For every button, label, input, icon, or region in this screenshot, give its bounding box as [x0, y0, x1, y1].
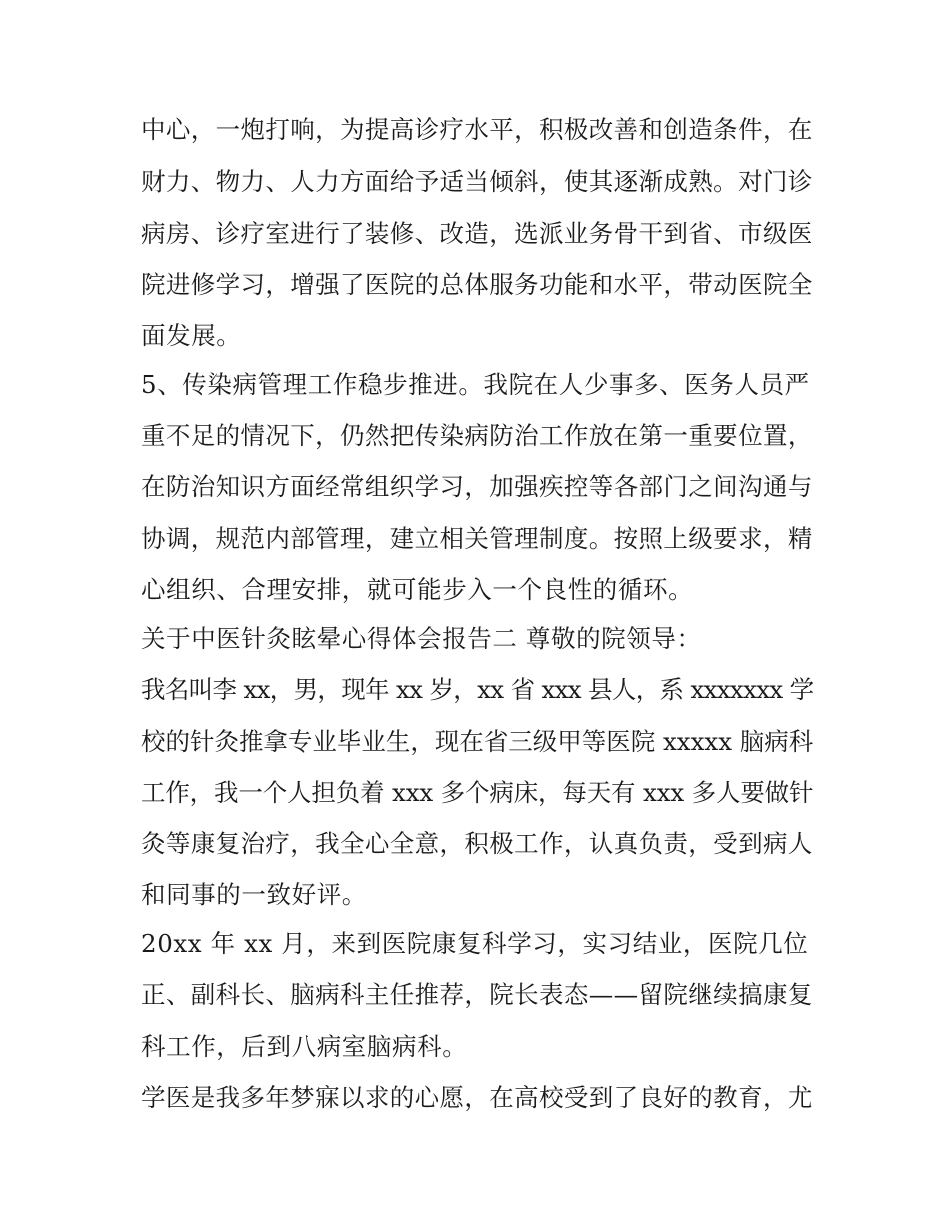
paragraph-line: 正、副科长、脑病科主任推荐，院长表态——留院继续搞康复 [141, 980, 813, 1009]
paragraph-line: 心组织、合理安排，就可能步入一个良性的循环。 [141, 575, 694, 604]
paragraph-line: 我名叫李 xx，男，现年 xx 岁，xx 省 xxx 县人，系 xxxxxxx 学 [141, 675, 814, 704]
paragraph-line: 灸等康复治疗，我全心全意，积极工作，认真负责，受到病人 [141, 829, 813, 858]
paragraph-line: 中心，一炮打响，为提高诊疗水平，积极改善和创造条件，在 [141, 115, 813, 144]
paragraph-line: 20xx 年 xx 月，来到医院康复科学习，实习结业，医院几位 [141, 929, 809, 958]
section-heading: 关于中医针灸眩晕心得体会报告二 尊敬的院领导： [141, 624, 702, 653]
paragraph-line: 科工作，后到八病室脑病科。 [141, 1032, 468, 1061]
paragraph-line: 校的针灸推拿专业毕业生，现在省三级甲等医院 xxxxx 脑病科 [141, 727, 814, 756]
paragraph-line: 工作，我一个人担负着 xxx 多个病床，每天有 xxx 多人要做针 [141, 778, 814, 807]
paragraph-line: 重不足的情况下，仍然把传染病防治工作放在第一重要位置， [141, 421, 813, 450]
paragraph-line: 在防治知识方面经常组织学习，加强疾控等各部门之间沟通与 [141, 472, 813, 501]
paragraph-line: 学医是我多年梦寐以求的心愿，在高校受到了良好的教育，尤 [141, 1083, 813, 1112]
paragraph-line: 和同事的一致好评。 [141, 880, 367, 909]
paragraph-line: 5、传染病管理工作稳步推进。我院在人少事多、医务人员严 [141, 370, 810, 399]
paragraph-line: 院进修学习，增强了医院的总体服务功能和水平，带动医院全 [141, 270, 813, 299]
paragraph-line: 面发展。 [141, 321, 242, 350]
paragraph-line: 协调，规范内部管理，建立相关管理制度。按照上级要求，精 [141, 524, 813, 553]
paragraph-line: 财力、物力、人力方面给予适当倾斜，使其逐渐成熟。对门诊 [141, 167, 813, 196]
paragraph-line: 病房、诊疗室进行了装修、改造，选派业务骨干到省、市级医 [141, 219, 813, 248]
